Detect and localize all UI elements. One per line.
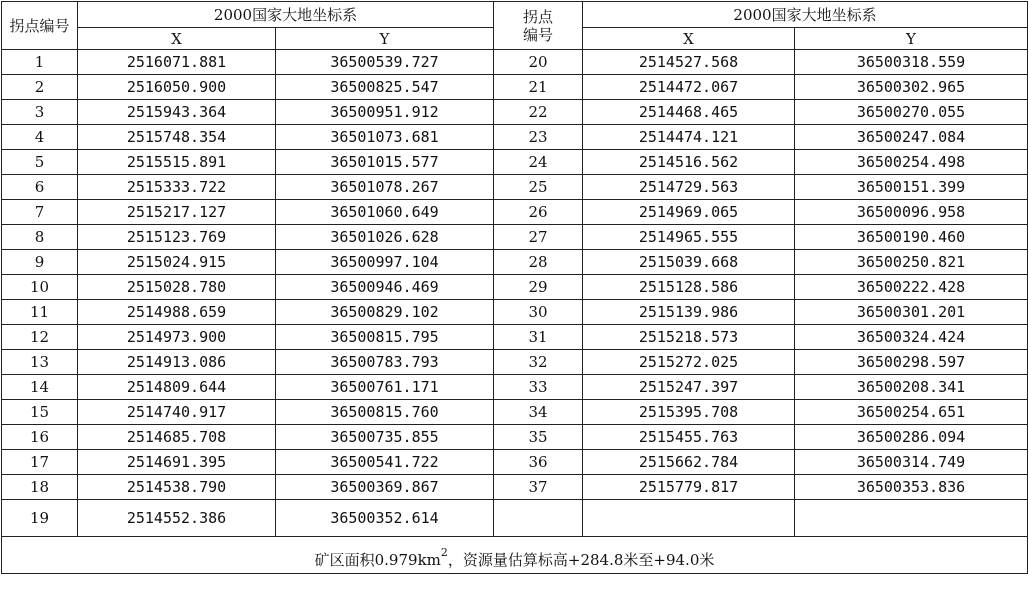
- y-coordinate-right: 36500301.201: [795, 300, 1028, 325]
- y-coordinate-left: 36500369.867: [276, 475, 494, 500]
- point-number-header-line1: 拐点: [522, 7, 553, 26]
- y-coordinate-right: 36500286.094: [795, 425, 1028, 450]
- x-coordinate-right: 2515247.397: [583, 375, 795, 400]
- y-coordinate-left: 36500539.727: [276, 50, 494, 75]
- point-id-left: 5: [2, 150, 78, 175]
- point-id-right: 31: [494, 325, 583, 350]
- header-row: [2, 2, 1028, 28]
- y-coordinate-left: 36500951.912: [276, 100, 494, 125]
- x-coordinate-right: 2515779.817: [583, 475, 795, 500]
- table-row: [2, 50, 1028, 75]
- point-id-left: 14: [2, 375, 78, 400]
- point-id-right: 37: [494, 475, 583, 500]
- point-id-right: 36: [494, 450, 583, 475]
- point-id-right: 27: [494, 225, 583, 250]
- point-id-right: 32: [494, 350, 583, 375]
- x-coordinate-left: 2516050.900: [78, 75, 276, 100]
- x-coordinate-right: 2515218.573: [583, 325, 795, 350]
- point-id-right: 20: [494, 50, 583, 75]
- area-unit-superscript: 2: [440, 546, 448, 559]
- point-id-left: 16: [2, 425, 78, 450]
- point-id-left: 15: [2, 400, 78, 425]
- y-coordinate-right: 36500302.965: [795, 75, 1028, 100]
- point-id-right: 23: [494, 125, 583, 150]
- y-coordinate-right: 36500254.498: [795, 150, 1028, 175]
- x-coordinate-right: 2514474.121: [583, 125, 795, 150]
- y-coordinate-right: 36500250.821: [795, 250, 1028, 275]
- table-row: [2, 375, 1028, 400]
- y-coordinate-left: 36500825.547: [276, 75, 494, 100]
- table-row: [2, 425, 1028, 450]
- x-coordinate-right: 2514527.568: [583, 50, 795, 75]
- point-id-right: 33: [494, 375, 583, 400]
- point-id-right: 28: [494, 250, 583, 275]
- area-note-before: 矿区面积0.979km: [314, 551, 441, 569]
- y-coordinate-right: 36500247.084: [795, 125, 1028, 150]
- table-row: [2, 175, 1028, 200]
- x-coordinate-left: 2514691.395: [78, 450, 276, 475]
- x-coordinate-right: 2514472.067: [583, 75, 795, 100]
- y-coordinate-right: 36500353.836: [795, 475, 1028, 500]
- x-coordinate-left: 2514552.386: [78, 500, 276, 537]
- y-coordinate-right: 36500096.958: [795, 200, 1028, 225]
- x-coordinate-right: 2514516.562: [583, 150, 795, 175]
- y-header-right: Y: [795, 28, 1028, 50]
- point-id-left: 4: [2, 125, 78, 150]
- x-coordinate-left: 2515333.722: [78, 175, 276, 200]
- y-coordinate-right: 36500151.399: [795, 175, 1028, 200]
- table-row: [2, 150, 1028, 175]
- y-coordinate-left: 36500352.614: [276, 500, 494, 537]
- coordinate-table: [1, 1, 1028, 574]
- x-coordinate-left: 2515123.769: [78, 225, 276, 250]
- point-id-right: 26: [494, 200, 583, 225]
- point-id-left: 17: [2, 450, 78, 475]
- point-id-left: 3: [2, 100, 78, 125]
- point-id-left: 13: [2, 350, 78, 375]
- x-coordinate-left: 2515515.891: [78, 150, 276, 175]
- y-coordinate-left: 36500946.469: [276, 275, 494, 300]
- y-coordinate-left: 36501026.628: [276, 225, 494, 250]
- point-id-left: 1: [2, 50, 78, 75]
- x-coordinate-right: 2515139.986: [583, 300, 795, 325]
- area-note-after: ，资源量估算标高+284.8米至+94.0米: [447, 551, 715, 569]
- point-id-right: [494, 500, 583, 537]
- x-coordinate-left: 2514973.900: [78, 325, 276, 350]
- y-coordinate-left: 36500541.722: [276, 450, 494, 475]
- x-header-right: X: [583, 28, 795, 50]
- x-coordinate-left: 2515024.915: [78, 250, 276, 275]
- point-number-header: 拐点编号: [2, 2, 78, 50]
- y-coordinate-left: 36500815.795: [276, 325, 494, 350]
- point-id-right: 22: [494, 100, 583, 125]
- y-coordinate-left: 36501078.267: [276, 175, 494, 200]
- table-row: [2, 450, 1028, 475]
- x-coordinate-right: 2514965.555: [583, 225, 795, 250]
- x-coordinate-right: 2514969.065: [583, 200, 795, 225]
- table-row: [2, 300, 1028, 325]
- table-row: [2, 225, 1028, 250]
- y-coordinate-left: 36500815.760: [276, 400, 494, 425]
- x-coordinate-right: 2515272.025: [583, 350, 795, 375]
- coordinate-system-header-left: 2000国家大地坐标系: [78, 2, 494, 28]
- point-id-right: 21: [494, 75, 583, 100]
- footer-row: [2, 537, 1028, 574]
- y-coordinate-right: 36500318.559: [795, 50, 1028, 75]
- table-row: [2, 275, 1028, 300]
- point-id-left: 18: [2, 475, 78, 500]
- table-row: [2, 125, 1028, 150]
- x-coordinate-left: 2516071.881: [78, 50, 276, 75]
- y-coordinate-left: 36500783.793: [276, 350, 494, 375]
- point-id-left: 2: [2, 75, 78, 100]
- y-coordinate-left: 36501015.577: [276, 150, 494, 175]
- y-coordinate-left: 36500761.171: [276, 375, 494, 400]
- x-coordinate-right: 2515662.784: [583, 450, 795, 475]
- y-coordinate-right: 36500254.651: [795, 400, 1028, 425]
- x-coordinate-left: 2514809.644: [78, 375, 276, 400]
- table-row: [2, 100, 1028, 125]
- x-coordinate-left: 2514685.708: [78, 425, 276, 450]
- table-row: [2, 500, 1028, 537]
- x-coordinate-right: [583, 500, 795, 537]
- y-coordinate-right: 36500314.749: [795, 450, 1028, 475]
- y-coordinate-left: 36501073.681: [276, 125, 494, 150]
- point-id-right: 24: [494, 150, 583, 175]
- table-row: [2, 75, 1028, 100]
- table-row: [2, 350, 1028, 375]
- y-coordinate-right: 36500324.424: [795, 325, 1028, 350]
- y-coordinate-right: 36500208.341: [795, 375, 1028, 400]
- x-coordinate-left: 2515028.780: [78, 275, 276, 300]
- x-coordinate-left: 2514913.086: [78, 350, 276, 375]
- x-coordinate-left: 2514740.917: [78, 400, 276, 425]
- table-row: [2, 250, 1028, 275]
- y-coordinate-left: 36500735.855: [276, 425, 494, 450]
- x-coordinate-right: 2514729.563: [583, 175, 795, 200]
- y-coordinate-left: 36500997.104: [276, 250, 494, 275]
- y-coordinate-right: 36500190.460: [795, 225, 1028, 250]
- x-coordinate-right: 2515128.586: [583, 275, 795, 300]
- x-coordinate-left: 2514538.790: [78, 475, 276, 500]
- point-id-right: 29: [494, 275, 583, 300]
- x-coordinate-right: 2515039.668: [583, 250, 795, 275]
- x-coordinate-right: 2515455.763: [583, 425, 795, 450]
- point-id-right: 25: [494, 175, 583, 200]
- coordinate-system-header-right: 2000国家大地坐标系: [583, 2, 1028, 28]
- x-coordinate-left: 2515217.127: [78, 200, 276, 225]
- point-id-left: 6: [2, 175, 78, 200]
- y-header-left: Y: [276, 28, 494, 50]
- point-id-left: 11: [2, 300, 78, 325]
- table-row: [2, 200, 1028, 225]
- point-number-header-line2: 编号: [522, 25, 553, 44]
- x-coordinate-right: 2515395.708: [583, 400, 795, 425]
- y-coordinate-right: 36500298.597: [795, 350, 1028, 375]
- point-id-right: 35: [494, 425, 583, 450]
- point-id-right: 30: [494, 300, 583, 325]
- x-coordinate-left: 2515748.354: [78, 125, 276, 150]
- point-number-header-right: [494, 2, 583, 50]
- x-coordinate-left: 2514988.659: [78, 300, 276, 325]
- point-id-right: 34: [494, 400, 583, 425]
- point-id-left: 8: [2, 225, 78, 250]
- y-coordinate-left: 36501060.649: [276, 200, 494, 225]
- y-coordinate-left: 36500829.102: [276, 300, 494, 325]
- table-row: [2, 475, 1028, 500]
- table-row: [2, 400, 1028, 425]
- point-id-left: 12: [2, 325, 78, 350]
- y-coordinate-right: 36500222.428: [795, 275, 1028, 300]
- x-header-left: X: [78, 28, 276, 50]
- table-row: [2, 325, 1028, 350]
- x-coordinate-right: 2514468.465: [583, 100, 795, 125]
- y-coordinate-right: 36500270.055: [795, 100, 1028, 125]
- point-id-left: 19: [2, 500, 78, 537]
- x-coordinate-left: 2515943.364: [78, 100, 276, 125]
- point-id-left: 7: [2, 200, 78, 225]
- area-note: [2, 537, 1028, 574]
- y-coordinate-right: [795, 500, 1028, 537]
- point-id-left: 10: [2, 275, 78, 300]
- point-id-left: 9: [2, 250, 78, 275]
